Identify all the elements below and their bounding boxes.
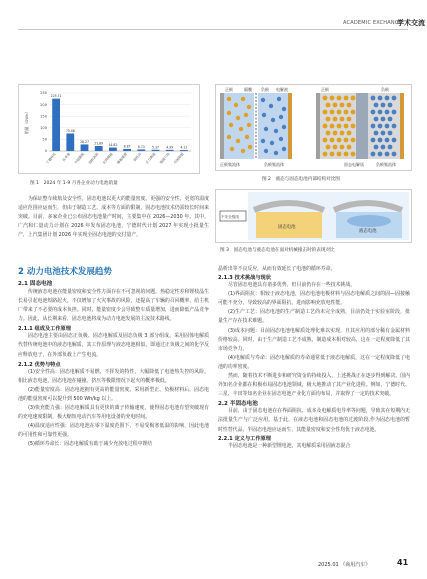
challenge-item: (2)生产工艺：固态电池的生产制造工艺尚未完全成熟，目前仍处于实验室阶段，批量生产存在技术难题。 — [218, 309, 410, 325]
bar-value-label: 5.37 — [152, 145, 159, 150]
fig2-right-label-d: 负极集流体 — [376, 162, 396, 167]
section-2-1-3-heading: 2.1.3 技术挑战与现状 — [218, 275, 271, 282]
fig2-right-label-b: 负极 — [381, 87, 389, 92]
fig2-right-label-c: 固态电解质 — [344, 162, 364, 167]
figure1-chart — [19, 85, 199, 173]
section-2-2-1-heading: 2.2.1 定义与工作原理 — [218, 435, 271, 442]
page-number: 41 — [397, 558, 409, 567]
fig2-left-label-e: 正极集流体 — [220, 162, 240, 167]
y-axis-label: 销量（GWh） — [24, 109, 29, 135]
category-label: 比亚迪 — [61, 152, 72, 163]
bar-value-label: 4.12 — [180, 145, 188, 150]
bar-value-label: 4.99 — [166, 145, 174, 150]
category-label: 宁德时代 — [45, 152, 57, 165]
bar — [137, 149, 145, 151]
figure3-diagram — [216, 190, 411, 242]
intro-paragraph — [18, 195, 209, 240]
fig3-side-label: 不安全弧线 — [221, 215, 239, 219]
challenge-item: (4)电解质与寿命：固态电解质的寿命通常低于液态电解质，这在一定程度降低了电池的功率密度。 — [218, 354, 410, 370]
fig3-right-label: 液态电池 — [359, 229, 377, 234]
section-label-cn: 学术交流 — [397, 19, 425, 27]
y-tick-label: 50 — [42, 137, 47, 142]
intro-text: 为保证整车续航及安全性，固态电池以更大的能量密度、更强的安全性、更宽的温度适应范围应运而生，但由于制造工艺、成本等方面的限制，固态电池技术仍需较长时间来突破。目前，多家企业已公布固态电池量产时间，主要集中在 2026—2030 年。其中，广汽和仁量动力计划在 2026 年发布固态电池，宁德时代计划 2027 年实现小批量生产，上汽集团计划 2026 年实现全固态电池的交付量产。 — [18, 196, 209, 239]
right-continuation: 晶析出等不良反应，从而有效延长了电池的循环寿命。 — [218, 266, 336, 272]
header-divider — [18, 29, 408, 30]
fig2-right-label-a: 正极 — [321, 87, 329, 92]
figure2-caption: 图 2 液态与固态电池内部结构对比图 — [262, 177, 340, 182]
advantage-item: (4)温度适应性强：固态电池在零下温度范围下，不易受极寒低温的影响，因此电池的可用性和可靠性更强。 — [18, 423, 209, 439]
figure2-panel — [215, 84, 412, 171]
y-tick-label: 0 — [44, 149, 47, 154]
section-2-1-1-heading: 2.1.1 组成及工作原理 — [18, 326, 71, 333]
section-2-1-1-text: 固态电池主要由固态正负极、固态电解质及固态负极 3 部分组成。采用固体电解质代替传统电池中的液态电解质，其工作原理与液态电池相似，即通过正负极之间的化学反应释放电子，在外部负载上产生电流。 — [18, 333, 209, 358]
advantage-item: (3)快充能力强：固态电解质具有更快的离子传输速度，使得固态电池有望突破现有的充电速度限制，极大缩短电动汽车等用电设备的充电时间。 — [18, 405, 209, 421]
category-label: 正力新能 — [144, 152, 157, 165]
section-2-heading: 2 动力电池技术发展趋势 — [18, 267, 112, 277]
fig3-left-label: 固态电池 — [278, 225, 296, 230]
figure2-diagram — [216, 85, 411, 170]
bar — [66, 133, 74, 151]
category-label: 国轩高科 — [87, 152, 100, 165]
advantage-item: (2)能量密度高：固态电池拥有更高的能量密度。采用新型正、负极材料后，固态电池的能量密度可以提升到 500 Wh/kg 以上。 — [18, 386, 209, 402]
progress-paragraph: 然而，随着技术不断进步和研究资金的持续投入，上述挑战正在逐步得到解决。国内外知名企业都在积极布局固态电池领域，极大地推动了其产业化进程。例如，宁德时代、三星、丰田等知名企业在固态电池产业化方面均布局，并取得了一定的技术突破。 — [218, 373, 410, 398]
bar-value-label: 8.87 — [123, 144, 131, 149]
figure3-caption: 图 3 固态电池与液态电池在面对机械撞击时的表现对比 — [220, 248, 335, 253]
bar-value-label: 14.82 — [108, 143, 118, 148]
y-tick-label: 150 — [40, 114, 47, 119]
figure1-panel — [18, 84, 200, 174]
bar — [166, 150, 174, 151]
section-label-en: ACADEMIC EXCHANGE — [343, 20, 403, 26]
right-column — [218, 265, 410, 451]
section-2-1-text: 传统液态电池在能量密度和安全性方面存在不可忽视的问题。热稳定性差和锂枝晶生长易引起电池短路起火，不仅增加了火灾事故的风险，还提高了车辆的召回概率，给主机厂带来了不必要的成本负担。同时，能量密度少会导致整车质量增加，进而降低产品竞争力。因此，从长期来看，固态电池将成为动力电池发展的主流技术路线。 — [18, 289, 209, 323]
figure1-caption: 图 1 2024 年 1-9 月各企业动力电池销量 — [30, 181, 118, 186]
bar — [123, 149, 131, 151]
category-label: 瑞浦兰钧 — [158, 152, 171, 165]
bar — [152, 150, 160, 151]
category-label: 中国联盟 — [173, 152, 185, 165]
y-tick-label: 200 — [40, 102, 47, 107]
figure3-panel — [215, 189, 412, 243]
bar-value-label: 6.73 — [137, 144, 145, 149]
advantage-item: (1)安全性高：固态电解质不易燃、不挥发的特性，大幅降低了电池热失控的风险。相比液态电池，固态电池在碰撞、挤压等极限情况下起火的概率极低。 — [18, 368, 209, 384]
journal-footer: 2025.01 《商用汽车》 — [318, 562, 371, 568]
section-2-1-heading: 2.1 固态电池 — [18, 281, 53, 287]
section-2-2-1-text: 半固态电池是一种新型锂电池，其电解质采用固液态混合 — [228, 442, 351, 449]
challenge-item: (3)成本问题：目前固态电池电解质处理化难以实现，且其应用的部分稀有金属材料价格较高。同时，由于生产制造工艺不成熟，制造成本相对较高，这在一定程度降低了其市场竞争力。 — [218, 327, 410, 352]
section-2-2-heading: 2.2 半固态电池 — [218, 401, 258, 408]
advantage-item: (5)循环寿命长：固态电解质有助于减少充放电过程中锂结 — [28, 441, 153, 448]
bar-value-label: 21.69 — [94, 141, 104, 146]
fig2-left-label-f: 负极集流体 — [264, 162, 284, 167]
fig2-left-label-a: 正极 — [225, 87, 233, 92]
category-label: 欣旺达 — [132, 152, 143, 163]
y-tick-label: 100 — [40, 126, 47, 130]
y-tick-label: 250 — [40, 91, 47, 96]
category-label: 亿纬锂能 — [102, 152, 114, 165]
challenge-intro: 尽管固态电池具有诸多优势，但目前仍存在一些技术挑战。 — [228, 282, 356, 289]
category-label: 中创新航 — [73, 152, 86, 165]
fig2-left-label-d: 电解液 — [276, 87, 288, 92]
bar-value-label: 225.71 — [50, 94, 62, 99]
bar — [95, 146, 103, 151]
fig2-left-label-b: 负极 — [261, 87, 269, 92]
bar-value-label: 75.46 — [65, 128, 75, 133]
section-2-1-2-heading: 2.1.2 优势与特点 — [18, 361, 61, 368]
bar-value-label: 28.27 — [80, 139, 89, 144]
left-column — [18, 265, 209, 450]
bar — [180, 150, 188, 151]
bar — [109, 148, 117, 151]
category-label: 蜂巢能源 — [116, 152, 128, 165]
section-2-2-text: 目前，由于固态电池在在界面阻抗、成本及电解质电导率等问题，导致其在短期内无法批量生产与广泛应用。基于此，在液态电池和固态电池的过渡阶段,作为固态电池的暂时性替代品，半固态电池应运而生，其能量密度和安全性均优于液态电池。 — [218, 408, 410, 433]
fig2-left-label-c: 隔膜 — [244, 87, 252, 92]
bar — [81, 144, 89, 151]
bar — [52, 99, 60, 151]
challenge-item: (1)界面阻抗：相较于液态电池，固态电池电极材料与固态电解质之间的固—固接触可能不充分，导致较高的界面阻抗，进而影响充放电性能。 — [218, 291, 410, 307]
